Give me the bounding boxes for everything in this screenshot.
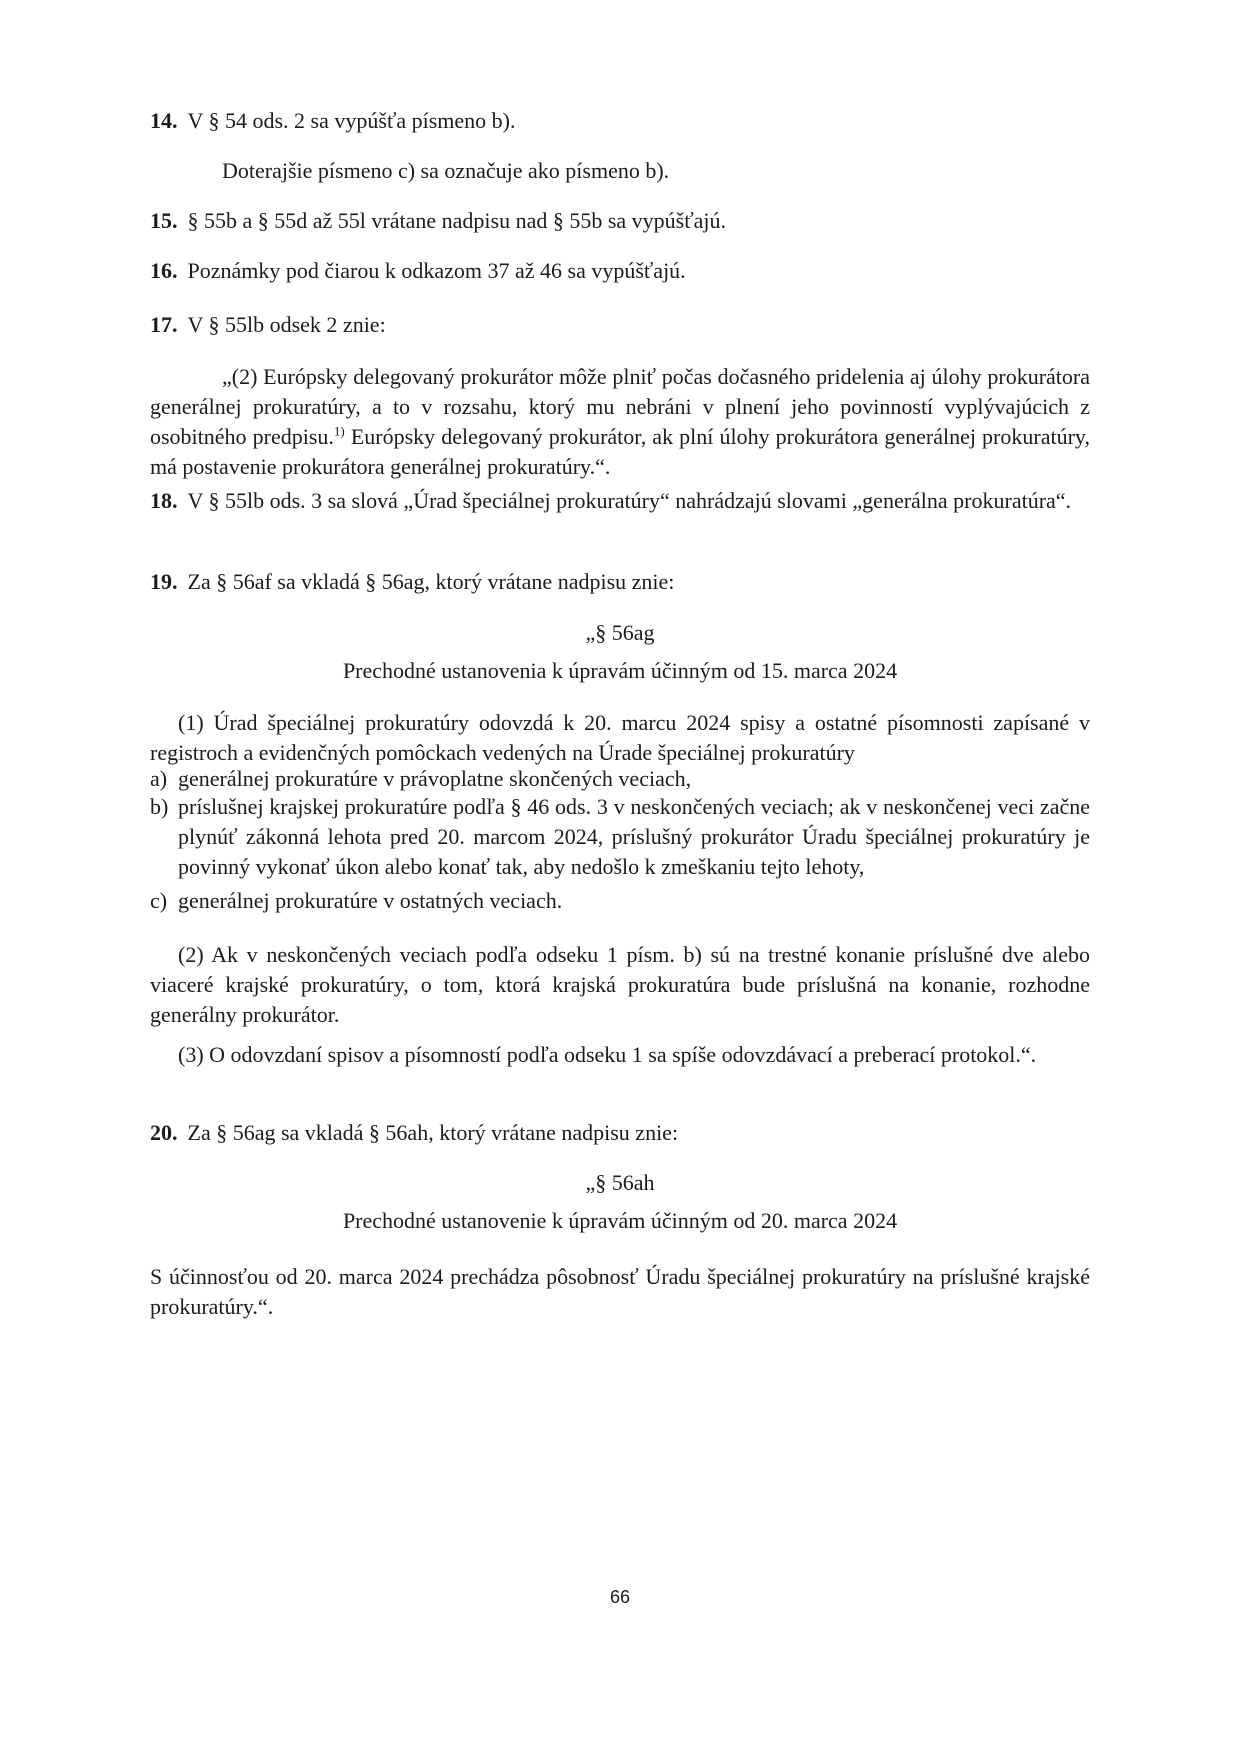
footnote-reference: 1): [333, 423, 345, 439]
quote-text-part1: „(2) Európsky delegovaný prokurátor môže plniť počas dočasného pridelenia aj úlohy prokurátora generálnej prokuratúry, a to v rozsahu, ktorý mu nebráni v plnení jeho povinností vyplývajúcich z osobitného predpisu.: [150, 364, 1090, 449]
item-number: 17.: [150, 312, 178, 337]
section-title-56ag: Prechodné ustanovenia k úpravám účinným od 15. marca 2024: [342, 658, 898, 683]
section-title-56ah: Prechodné ustanovenie k úpravám účinným od 20. marca 2024: [342, 1208, 898, 1233]
list-item-b: [150, 792, 1090, 882]
item-text: V § 55lb odsek 2 znie:: [187, 312, 386, 337]
page-number: 66: [609, 1587, 631, 1607]
list-marker: c): [150, 888, 168, 913]
item-14-followup: Doterajšie písmeno c) sa označuje ako písmeno b).: [222, 158, 670, 183]
item-number: 20.: [150, 1120, 178, 1145]
amendment-item-19: [150, 567, 1090, 597]
amendment-item-15: [150, 206, 1090, 236]
list-item-c: [150, 886, 1090, 916]
section-56ag-paragraph-3: (3) O odovzdaní spisov a písomností podľa odseku 1 sa spíše odovzdávací a preberací protokol.“.: [178, 1042, 1037, 1067]
list-text: generálnej prokuratúre v právoplatne skončených veciach,: [178, 766, 692, 791]
item-text: Poznámky pod čiarou k odkazom 37 až 46 sa vypúšťajú.: [187, 258, 686, 283]
item-text: § 55b a § 55d až 55l vrátane nadpisu nad § 55b sa vypúšťajú.: [187, 208, 727, 233]
list-text: príslušnej krajskej prokuratúre podľa § 46 ods. 3 v neskončených veciach; ak v neskončenej veci začne plynúť zákonná lehota pred 20. marcom 2024, príslušný prokurátor Úradu špeciálnej prokuratúry je povinný vykonať úkon alebo konať tak, aby nedošlo k zmeškaniu tejto lehoty,: [178, 794, 1090, 879]
section-mark-56ah: „§ 56ah: [585, 1170, 655, 1195]
item-text: Za § 56af sa vkladá § 56ag, ktorý vrátane nadpisu znie:: [187, 569, 675, 594]
amendment-item-14: [150, 106, 1090, 136]
list-marker: a): [150, 766, 168, 791]
item-text: V § 55lb ods. 3 sa slová „Úrad špeciálnej prokuratúry“ nahrádzajú slovami „generálna prokuratúra“.: [187, 488, 1072, 513]
section-56ag-paragraph-1: (1) Úrad špeciálnej prokuratúry odovzdá k 20. marcu 2024 spisy a ostatné písomnosti zapísané v registroch a evidenčných pomôckach vedených na Úrade špeciálnej prokuratúry: [150, 710, 1090, 765]
list-marker: b): [150, 794, 169, 819]
item-text: Za § 56ag sa vkladá § 56ah, ktorý vrátane nadpisu znie:: [187, 1120, 679, 1145]
item-17-quoted-paragraph: [150, 362, 1090, 482]
item-number: 18.: [150, 488, 178, 513]
quote-text-part2: Európsky delegovaný prokurátor, ak plní úlohy prokurátora generálnej prokuratúry, má postavenie prokurátora generálnej prokuratúry.“.: [150, 424, 1090, 479]
amendment-item-17: [150, 310, 1090, 340]
item-number: 16.: [150, 258, 178, 283]
section-56ag-paragraph-2: (2) Ak v neskončených veciach podľa odseku 1 písm. b) sú na trestné konanie príslušné dve alebo viaceré krajské prokuratúry, o tom, ktorá krajská prokuratúra bude príslušná na konanie, rozhodne generálny prokurátor.: [150, 942, 1090, 1027]
list-item-a: [150, 764, 1090, 794]
amendment-item-16: [150, 256, 1090, 286]
amendment-item-20: [150, 1118, 1090, 1148]
item-number: 14.: [150, 108, 178, 133]
item-number: 19.: [150, 569, 178, 594]
item-text: V § 54 ods. 2 sa vypúšťa písmeno b).: [187, 108, 516, 133]
section-mark-56ag: „§ 56ag: [585, 620, 655, 645]
list-text: generálnej prokuratúre v ostatných veciach.: [178, 888, 563, 913]
section-56ah-paragraph: S účinnosťou od 20. marca 2024 prechádza pôsobnosť Úradu špeciálnej prokuratúry na príslušné krajské prokuratúry.“.: [150, 1264, 1090, 1319]
item-number: 15.: [150, 208, 178, 233]
amendment-item-18: [150, 486, 1090, 516]
